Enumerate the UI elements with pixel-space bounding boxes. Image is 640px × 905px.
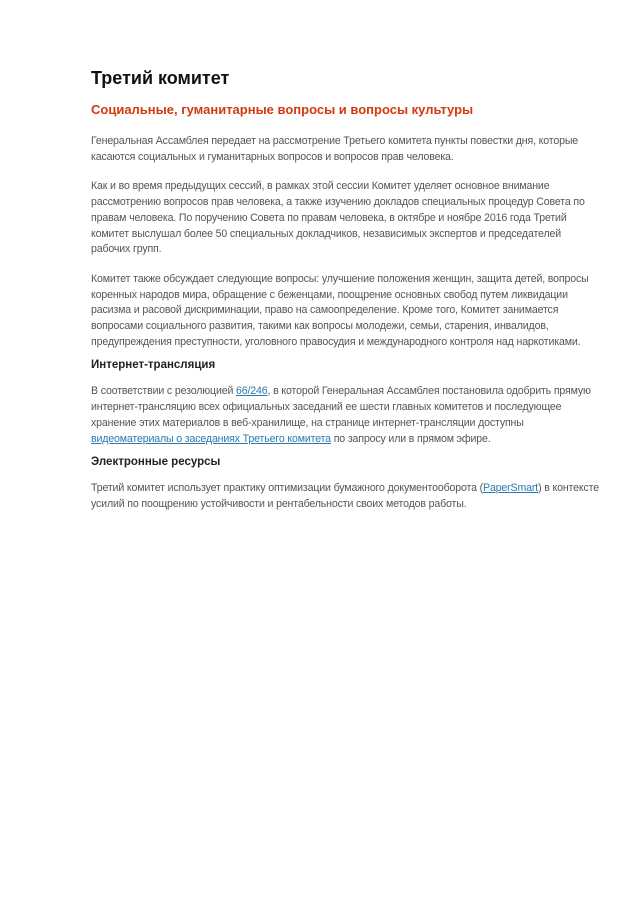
eresources-heading: Электронные ресурсы [91, 456, 221, 469]
eresources-paragraph [91, 481, 601, 512]
eresources-text-1: Третий комитет использует практику оптимизации бумажного документооборота ( [91, 482, 484, 495]
document-page [91, 66, 601, 513]
eresources-text-2: ) в контексте усилий по поощрению устойчивости и рентабельности своих методов работы. [91, 482, 599, 510]
webcast-text-3: по запросу или в прямом эфире. [330, 432, 491, 445]
resolution-link[interactable]: 66/246 [236, 385, 268, 398]
page-subtitle: Социальные, гуманитарные вопросы и вопросы культуры [91, 102, 474, 117]
third-committee-videos-link[interactable]: видеоматериалы о заседаниях Третьего комитета [91, 432, 331, 445]
sessions-paragraph: Как и во время предыдущих сессий, в рамках этой сессии Комитет уделяет основное внимание рассмотрению вопросов прав человека, а также изучению докладов специальных процедур Совета по правам человека. По поручению Совета по правам человека, в октябре и ноябре 2016 года Третий комитет выслушал более 50 специальных докладчиков, независимых экспертов и председателей рабочих групп. [91, 180, 585, 256]
topics-paragraph: Комитет также обсуждает следующие вопросы: улучшение положения женщин, защита детей, вопросы коренных народов мира, обращение с беженцами, поощрение основных свобод путем ликвидации расизма и расовой дискриминации, право на самоопределение. Кроме того, Комитет занимается вопросами социального развития, такими как вопросы молодежи, семьи, старения, инвалидов, предупреждения преступности, уголовного правосудия и международного контроля над наркотиками. [91, 272, 589, 348]
papersmart-link[interactable]: PaperSmart [483, 482, 539, 495]
webcast-text-2: , в которой Генеральная Ассамблея постановила одобрить прямую интернет-трансляцию всех официальных заседаний ее шести главных комитетов и последующее хранение этих материалов в веб-хранилище, на странице интернет-трансляции доступны [91, 385, 591, 429]
webcast-paragraph [91, 384, 601, 447]
intro-paragraph: Генеральная Ассамблея передает на рассмотрение Третьего комитета пункты повестки дня, которые касаются социальных и гуманитарных вопросов и вопросов прав человека. [91, 135, 579, 163]
page-title: Третий комитет [91, 68, 230, 88]
webcast-text-1: В соответствии с резолюцией [91, 385, 237, 398]
webcast-heading: Интернет-трансляция [91, 359, 216, 372]
